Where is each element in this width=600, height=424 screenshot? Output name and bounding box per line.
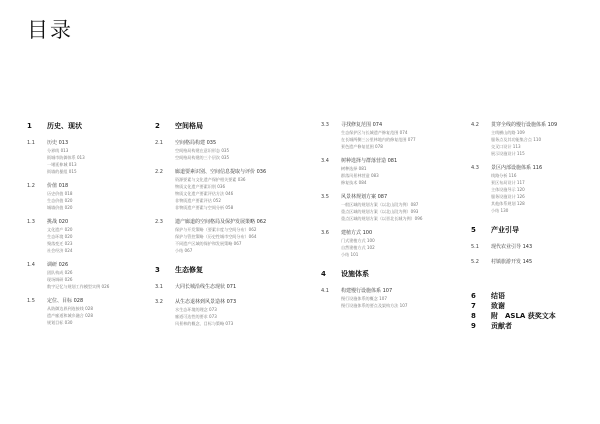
subsection-item[interactable]: 从防御边界到连接线 028 bbox=[47, 306, 93, 311]
section-title: 大同长城沿线生态现状 071 bbox=[175, 284, 237, 290]
chapter-heading[interactable] bbox=[155, 122, 295, 131]
chapter-number: 1 bbox=[27, 122, 32, 130]
section-number: 3.1 bbox=[155, 284, 163, 290]
section-entry[interactable] bbox=[27, 298, 167, 326]
subsection-item[interactable]: 文化遗产 020 bbox=[47, 227, 73, 232]
subsection-item[interactable]: 展示设施设计 115 bbox=[491, 151, 525, 156]
chapter-title: 设施体系 bbox=[341, 270, 369, 278]
subsection-item[interactable]: 主线横山的路 109 bbox=[491, 130, 525, 135]
section-title: 空间格局构建 035 bbox=[175, 140, 217, 146]
section-entry[interactable] bbox=[321, 194, 461, 222]
back-matter-title: 附 ASLA 获奖文本 bbox=[491, 312, 556, 320]
section-title: 贯穿全线的慢行设施体系 109 bbox=[491, 122, 558, 128]
subsection-item[interactable]: 规划目标 030 bbox=[47, 320, 73, 325]
subsection-item[interactable]: 小结 067 bbox=[175, 248, 193, 253]
section-number: 3.3 bbox=[321, 122, 329, 128]
chapter-title: 历史、现状 bbox=[47, 122, 82, 130]
subsection-item[interactable]: 在长城两侧三公里林地内的修复范围 077 bbox=[341, 137, 416, 142]
back-matter-list bbox=[471, 292, 556, 331]
section-title: 价值 018 bbox=[47, 183, 69, 189]
back-matter-number: 8 bbox=[471, 312, 476, 320]
back-matter-title: 致谢 bbox=[491, 302, 505, 310]
section-number: 4.1 bbox=[321, 288, 329, 294]
subsection-item[interactable]: 保护与管控策略（历史性城市空间分布）064 bbox=[175, 234, 257, 239]
subsection-item[interactable]: 其他体系规划 128 bbox=[491, 201, 525, 206]
subsection-item[interactable]: 景区布局设计 117 bbox=[491, 180, 525, 185]
section-title: 村镇旅游开发 145 bbox=[491, 259, 533, 265]
subsection-item[interactable]: 数字记忆与规划工作模型实例 026 bbox=[47, 284, 110, 289]
back-matter-item[interactable] bbox=[471, 322, 556, 331]
section-title: 寻找修复范围 074 bbox=[341, 122, 383, 128]
subsection-item[interactable]: 一般区域的规划方案（以北山段为例）087 bbox=[341, 202, 419, 207]
section-entry[interactable] bbox=[321, 288, 461, 309]
section-entry[interactable] bbox=[471, 165, 600, 214]
section-number: 4.3 bbox=[471, 165, 479, 171]
section-title: 树种选择与群落营造 081 bbox=[341, 158, 398, 164]
section-title: 风景林规划方案 087 bbox=[341, 194, 388, 200]
section-title: 历史 013 bbox=[47, 140, 69, 146]
subsection-item[interactable]: 一堵延伸城 013 bbox=[47, 162, 77, 167]
section-number: 5.1 bbox=[471, 244, 479, 250]
section-entry[interactable] bbox=[471, 244, 600, 251]
subsection-item[interactable]: 自然建植方式 102 bbox=[341, 245, 375, 250]
section-number: 1.5 bbox=[27, 298, 35, 304]
subsection-item[interactable]: 廊道可达性的要求 073 bbox=[175, 314, 217, 319]
subsection-item[interactable]: 修复技术 084 bbox=[341, 180, 367, 185]
chapter-heading[interactable] bbox=[321, 270, 461, 279]
chapter-heading[interactable] bbox=[155, 266, 295, 275]
section-title: 建植方式 100 bbox=[341, 230, 373, 236]
section-entry[interactable] bbox=[27, 140, 167, 175]
back-matter-number: 9 bbox=[471, 322, 476, 330]
subsection-item[interactable]: 街墙的暴组 015 bbox=[47, 169, 77, 174]
subsection-item[interactable]: 生态保护区与长城遗产修复范围 074 bbox=[341, 130, 408, 135]
section-entry[interactable] bbox=[155, 284, 295, 291]
section-entry[interactable] bbox=[27, 219, 167, 254]
section-entry[interactable] bbox=[321, 122, 461, 150]
subsection-item[interactable]: 树种选择 081 bbox=[341, 166, 367, 171]
subsection-item[interactable]: 重点区域的规划方案（以晋北长城为例）096 bbox=[341, 216, 423, 221]
section-number: 2.1 bbox=[155, 140, 163, 146]
section-title: 构建慢行设施体系 107 bbox=[341, 288, 393, 294]
section-entry[interactable] bbox=[155, 140, 295, 161]
section-entry[interactable] bbox=[471, 259, 600, 266]
chapter-number: 5 bbox=[471, 226, 476, 234]
section-entry[interactable] bbox=[321, 158, 461, 186]
subsection-item[interactable]: 生态环境 020 bbox=[47, 234, 73, 239]
back-matter-number: 7 bbox=[471, 302, 476, 310]
section-entry[interactable] bbox=[471, 122, 600, 157]
subsection-item[interactable]: 保护与开发策略（要素丰度与空间分布）062 bbox=[175, 227, 257, 232]
subsection-item[interactable]: 主体设施导示 120 bbox=[491, 187, 525, 192]
subsection-item[interactable]: 空间格局构建的三个层次 035 bbox=[175, 155, 230, 160]
subsection-item[interactable]: 生态价值 020 bbox=[47, 198, 73, 203]
section-number: 5.2 bbox=[471, 259, 479, 265]
section-number: 4.2 bbox=[471, 122, 479, 128]
chapter-number: 2 bbox=[155, 122, 160, 130]
subsection-item[interactable]: 线路分析 116 bbox=[491, 173, 517, 178]
section-number: 2.3 bbox=[155, 219, 163, 225]
chapter-title: 空间格局 bbox=[175, 122, 203, 130]
section-number: 2.2 bbox=[155, 169, 163, 175]
subsection-item[interactable]: 现场调研 026 bbox=[47, 277, 73, 282]
section-entry[interactable] bbox=[155, 299, 295, 327]
subsection-item[interactable]: 城墙价值 020 bbox=[47, 205, 73, 210]
subsection-item[interactable]: 小结 130 bbox=[491, 208, 509, 213]
subsection-item[interactable]: 聚落变迁 023 bbox=[47, 241, 73, 246]
section-number: 3.6 bbox=[321, 230, 329, 236]
subsection-item[interactable]: 非物质遗产要素评估 052 bbox=[175, 198, 221, 203]
section-title: 定位、目标 028 bbox=[47, 298, 84, 304]
subsection-item[interactable]: 空间格局构建在意识形态 035 bbox=[175, 148, 230, 153]
subsection-item[interactable]: 不同遗产区域的保护和发展策略 067 bbox=[175, 241, 242, 246]
section-entry[interactable] bbox=[155, 169, 295, 211]
section-number: 3.5 bbox=[321, 194, 329, 200]
chapter-title: 产业引导 bbox=[491, 226, 519, 234]
back-matter-title: 结语 bbox=[491, 292, 505, 300]
subsection-item[interactable]: 小结 101 bbox=[341, 252, 359, 257]
subsection-item[interactable]: 物质文化遗产要素识别 036 bbox=[175, 184, 226, 189]
subsection-item[interactable]: 遗产廊道和城乡融合 028 bbox=[47, 313, 93, 318]
section-title: 景区内部设施体系 116 bbox=[491, 165, 543, 171]
section-title: 遗产廊道的空间格局及保护发展策略 062 bbox=[175, 219, 267, 225]
chapter-title: 生态修复 bbox=[175, 266, 203, 274]
section-title: 现代农业引导 143 bbox=[491, 244, 533, 250]
chapter-number: 4 bbox=[321, 270, 326, 278]
chapter-number: 3 bbox=[155, 266, 160, 274]
subsection-item[interactable]: 风景林的概念、目标与策略 073 bbox=[175, 321, 234, 326]
back-matter-item[interactable] bbox=[471, 312, 556, 321]
section-entry[interactable] bbox=[321, 230, 461, 258]
toc-column bbox=[471, 122, 600, 278]
back-matter-number: 6 bbox=[471, 292, 476, 300]
subsection-item[interactable]: 街城市防御体系 013 bbox=[47, 155, 85, 160]
subsection-item[interactable]: 非物质遗产要素与空间分析 058 bbox=[175, 205, 234, 210]
section-number: 1.2 bbox=[27, 183, 35, 189]
subsection-item[interactable]: 重点区域的规划方案（以北山段为例）093 bbox=[341, 209, 419, 214]
subsection-item[interactable]: 水生态环境的理念 073 bbox=[175, 307, 217, 312]
subsection-item[interactable]: 群落风景林营造 083 bbox=[341, 173, 379, 178]
section-number: 1.3 bbox=[27, 219, 35, 225]
section-entry[interactable] bbox=[27, 183, 167, 211]
section-title: 廊道要素识别、空间信息提取与评价 036 bbox=[175, 169, 267, 175]
chapter-heading[interactable] bbox=[471, 226, 600, 235]
section-title: 调研 026 bbox=[47, 262, 69, 268]
subsection-item[interactable]: 慢行设施体系的要点及架构方法 107 bbox=[341, 303, 408, 308]
section-number: 3.2 bbox=[155, 299, 163, 305]
toc-column bbox=[27, 122, 167, 338]
back-matter-title: 贡献者 bbox=[491, 322, 512, 330]
subsection-item[interactable]: 资源要素与文化遗产保护相关要素 036 bbox=[175, 177, 246, 182]
subsection-item[interactable]: 服务设施设计 126 bbox=[491, 194, 525, 199]
subsection-item[interactable]: 门式建植方式 100 bbox=[341, 238, 375, 243]
toc-column bbox=[321, 122, 461, 321]
back-matter-item[interactable] bbox=[471, 292, 556, 301]
toc-column bbox=[155, 122, 295, 339]
back-matter-item[interactable] bbox=[471, 302, 556, 311]
section-title: 从生态退林到风景造林 073 bbox=[175, 299, 237, 305]
subsection-item[interactable]: 分界线 013 bbox=[47, 148, 69, 153]
subsection-item[interactable]: 交叉口设计 113 bbox=[491, 144, 521, 149]
subsection-item[interactable]: 社会经济 024 bbox=[47, 248, 73, 253]
section-title: 挑战 020 bbox=[47, 219, 69, 225]
subsection-item[interactable]: 历史价值 018 bbox=[47, 191, 73, 196]
subsection-item[interactable]: 景色遗产修复范围 078 bbox=[341, 144, 383, 149]
section-number: 1.4 bbox=[27, 262, 35, 268]
section-number: 3.4 bbox=[321, 158, 329, 164]
chapter-heading[interactable] bbox=[27, 122, 167, 131]
subsection-item[interactable]: 团队构成 026 bbox=[47, 270, 73, 275]
page-title: 目录 bbox=[27, 18, 73, 42]
section-entry[interactable] bbox=[155, 219, 295, 254]
subsection-item[interactable]: 物质文化遗产要素评估方法 046 bbox=[175, 191, 234, 196]
subsection-item[interactable]: 慢行设施体系的概念 107 bbox=[341, 296, 387, 301]
section-entry[interactable] bbox=[27, 262, 167, 290]
section-number: 1.1 bbox=[27, 140, 35, 146]
subsection-item[interactable]: 服务点及其功能集合点 110 bbox=[491, 137, 542, 142]
